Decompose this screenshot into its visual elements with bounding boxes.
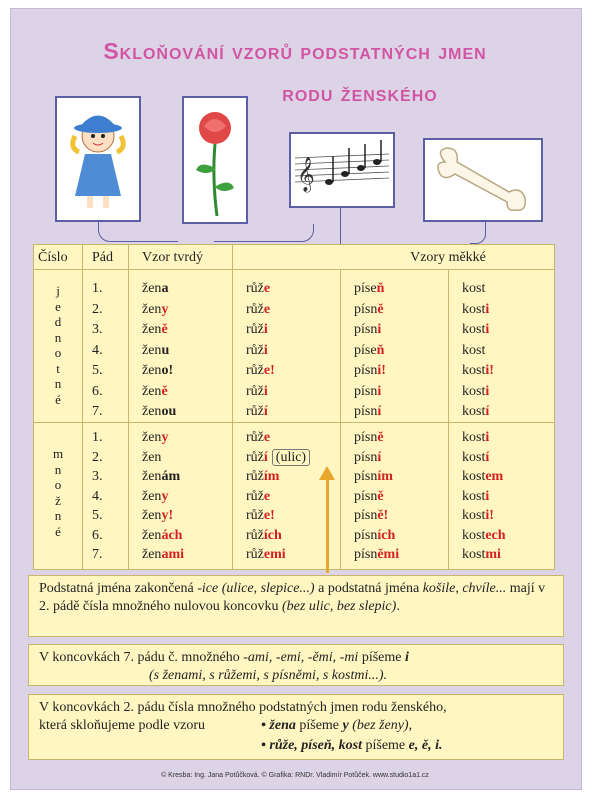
vertical-letter: ž (55, 492, 61, 508)
word-cell (462, 469, 503, 485)
word-ending: i (377, 322, 382, 337)
note-text: . (396, 599, 400, 614)
word-cell (354, 322, 381, 338)
pad-number: 7. (92, 547, 103, 562)
word-cell (354, 547, 399, 563)
pad-number: 5. (92, 508, 103, 523)
header-pad: Pád (92, 250, 113, 265)
word-ending: ami (161, 547, 184, 562)
pad-number: 6. (92, 383, 103, 399)
word-cell (354, 430, 384, 446)
word-stem: písn (354, 301, 378, 317)
word-ending: i (263, 322, 268, 337)
word-ending: i (485, 301, 490, 317)
note-text: píšeme (358, 650, 405, 665)
word-ending: ích (263, 527, 282, 543)
word-cell (142, 450, 161, 466)
word-stem: růž (246, 404, 264, 419)
word-stem: žen (142, 322, 162, 337)
word-cell (142, 547, 184, 563)
word-stem: žen (142, 449, 162, 465)
word-stem: kost (462, 301, 486, 317)
word-cell (354, 489, 384, 505)
vertical-letter: n (54, 376, 62, 391)
word-cell (462, 302, 489, 318)
word-ending: í (263, 404, 268, 419)
declension-table (33, 244, 555, 570)
word-ending: o! (161, 363, 174, 378)
note-text: mají v 2. pádě čísla množného nulovou koncovku (39, 581, 546, 614)
vertical-letter: m (52, 446, 64, 461)
word-cell (246, 281, 270, 297)
note-bold: • růže, píseň, kost (261, 738, 362, 753)
note-italic: (bez ulic, bez slepic) (282, 599, 397, 614)
vertical-letter: n (54, 461, 62, 477)
word-ending: e (263, 281, 271, 296)
note-italic: (s ženami, s růžemi, s písněmi, s kostmi...). (149, 668, 387, 683)
pad-number: 3. (92, 469, 103, 484)
word-ending: i! (377, 363, 386, 378)
word-stem: růž (246, 281, 264, 296)
word-cell (462, 489, 489, 505)
note-italic: (bez ženy), (348, 718, 413, 733)
word-ending: i (485, 430, 490, 445)
word-stem: žen (142, 469, 162, 484)
word-cell (246, 343, 268, 359)
connector-line (214, 224, 314, 242)
label-mnozne (34, 446, 82, 539)
word-cell (462, 343, 485, 359)
word-ending: ích (377, 527, 396, 543)
word-stem: žen (142, 527, 162, 543)
word-stem: kost (462, 383, 486, 399)
word-stem: kost (462, 449, 486, 465)
word-ending: e (263, 488, 271, 504)
note-italic: -ami, -emi, -ěmi, -mi (243, 650, 359, 665)
note-text: píšeme (295, 718, 343, 733)
rose-icon (182, 96, 248, 224)
word-stem: žen (142, 301, 162, 317)
word-stem: žen (142, 508, 162, 523)
word-ending: í (485, 449, 490, 465)
word-stem: kost (462, 363, 486, 378)
vertical-letter: o (54, 477, 62, 492)
word-stem: kost (462, 488, 486, 504)
note-text: píšeme (361, 738, 409, 753)
word-cell (354, 343, 384, 359)
word-ending: ě (377, 430, 384, 445)
label-jednotne (34, 283, 82, 407)
word-ending: u (161, 342, 170, 358)
word-ending: ě! (377, 508, 389, 523)
word-cell (246, 528, 282, 544)
word-ending: y (161, 430, 169, 445)
note-italic: -ice (ulice, slepice...) (197, 581, 315, 596)
word-ending: ám (161, 469, 181, 484)
word-ending: e (263, 430, 271, 445)
word-ending: mi (485, 547, 501, 562)
word-ending: i! (485, 508, 494, 523)
word-ending: y! (161, 508, 174, 523)
word-ending: i (485, 488, 490, 504)
word-cell (142, 489, 168, 505)
word-stem: žen (142, 342, 162, 358)
page-subtitle: rodu ženského (282, 80, 438, 106)
word-ending: í (377, 449, 382, 465)
word-stem: žen (142, 281, 162, 296)
word-stem: kost (462, 404, 486, 419)
vertical-letter: e (55, 298, 61, 314)
word-ending: ň (376, 281, 385, 296)
girl-icon (55, 96, 141, 222)
word-cell (142, 528, 182, 544)
word-cell (462, 363, 494, 379)
word-ending: ách (161, 527, 183, 543)
pad-number: 3. (92, 322, 103, 337)
word-ending: í (485, 404, 490, 419)
note-bold: y (342, 718, 349, 733)
word-ending: emi (263, 547, 286, 562)
vertical-letter: n (54, 508, 62, 523)
connector-line (340, 208, 342, 244)
word-cell (462, 384, 489, 400)
page-title: Skloňování vzorů podstatných jmen (103, 38, 487, 64)
word-cell (246, 489, 270, 505)
word-ending: ě (161, 322, 168, 337)
word-stem: písn (354, 322, 378, 337)
word-cell (462, 281, 485, 297)
vertical-letter: d (54, 314, 62, 329)
word-stem: žen (142, 363, 162, 378)
word-ending: e! (263, 508, 275, 523)
word-cell (462, 508, 494, 524)
header-tvrdy: Vzor tvrdý (142, 250, 204, 265)
word-stem: písn (354, 430, 378, 445)
pad-number: 7. (92, 404, 103, 419)
word-cell (354, 363, 386, 379)
word-cell (142, 508, 173, 524)
word-cell (142, 302, 168, 318)
pad-number: 4. (92, 342, 103, 358)
word-cell (354, 281, 384, 297)
word-cell (246, 384, 268, 400)
connector-line (98, 222, 178, 242)
header-mekke: Vzory měkké (410, 250, 486, 265)
word-ending: ou (161, 404, 177, 419)
ulic-note: (ulic) (272, 449, 310, 466)
word-stem: kost (462, 342, 486, 358)
word-stem: růž (246, 301, 264, 317)
word-stem: písn (354, 404, 378, 419)
pad-number: 4. (92, 488, 103, 504)
word-cell (142, 343, 169, 359)
word-ending: i (485, 322, 490, 337)
word-cell (246, 469, 279, 485)
word-ending: ím (377, 469, 393, 484)
word-ending: a (161, 281, 169, 296)
bone-icon (423, 138, 543, 222)
word-stem: žen (142, 547, 162, 562)
word-ending: i (263, 383, 268, 399)
word-cell (354, 528, 395, 544)
word-stem: žen (142, 404, 162, 419)
word-stem: kost (462, 281, 486, 296)
word-cell (462, 528, 506, 544)
word-stem: růž (246, 508, 264, 523)
word-ending: y (161, 301, 169, 317)
pad-number: 5. (92, 363, 103, 378)
word-cell (462, 547, 501, 563)
word-cell (142, 384, 168, 400)
word-stem: kost (462, 527, 486, 543)
word-cell (354, 384, 381, 400)
note-text: a podstatná jména (314, 581, 423, 596)
word-cell (246, 302, 270, 318)
word-ending: i! (485, 363, 494, 378)
music-notes-icon (289, 132, 395, 208)
word-ending: í (377, 404, 382, 419)
word-stem: žen (142, 430, 162, 445)
vertical-letter: n (54, 329, 62, 345)
svg-text:𝄞: 𝄞 (297, 158, 315, 191)
word-ending: ěmi (377, 547, 400, 562)
word-cell (462, 404, 489, 420)
word-stem: růž (246, 322, 264, 337)
word-stem: písn (354, 508, 378, 523)
word-stem: písn (354, 383, 378, 399)
word-stem: píse (354, 342, 377, 358)
word-stem: žen (142, 383, 162, 399)
word-cell (246, 508, 275, 524)
word-stem: kost (462, 430, 486, 445)
word-stem: růž (246, 547, 264, 562)
word-stem: písn (354, 547, 378, 562)
word-ending: em (485, 469, 504, 484)
note-text: která skloňujeme podle vzoru (39, 718, 206, 733)
word-stem: růž (246, 469, 264, 484)
word-stem: růž (246, 363, 264, 378)
word-ending: e (263, 301, 271, 317)
note-bold: i (404, 650, 409, 665)
word-cell (462, 430, 489, 446)
vertical-letter: t (56, 360, 60, 376)
word-cell (246, 547, 286, 563)
word-cell (354, 450, 381, 466)
word-cell (246, 404, 268, 420)
pad-number: 6. (92, 527, 103, 543)
word-stem: růž (246, 430, 264, 445)
word-stem: písn (354, 449, 378, 465)
note-text: Podstatná jména zakončená (39, 581, 198, 596)
word-ending: ň (376, 342, 385, 358)
vertical-letter: o (54, 345, 62, 360)
word-cell (142, 281, 168, 297)
vertical-letter: é (55, 391, 61, 407)
word-stem: kost (462, 547, 486, 562)
note-italic: košile, chvíle... (422, 581, 507, 596)
vertical-letter: é (55, 523, 61, 539)
word-stem: růž (246, 488, 264, 504)
note-bold: e, ě, i. (408, 738, 443, 753)
word-stem: písn (354, 488, 378, 504)
word-cell (354, 508, 388, 524)
word-ending: í (263, 449, 268, 465)
word-cell (462, 450, 489, 466)
word-ending: i (263, 342, 268, 358)
word-cell (246, 430, 270, 446)
pad-number: 2. (92, 449, 103, 465)
word-stem: písn (354, 363, 378, 378)
word-cell (246, 450, 310, 466)
arrow-line (326, 478, 329, 573)
word-ending: e! (263, 363, 275, 378)
word-ending: i (377, 383, 382, 399)
pad-number: 2. (92, 301, 103, 317)
word-ending: i (485, 383, 490, 399)
word-stem: růž (246, 342, 264, 358)
note-box-3 (28, 694, 564, 760)
word-stem: píse (354, 281, 377, 296)
word-cell (142, 404, 176, 420)
word-stem: písn (354, 469, 378, 484)
word-cell (246, 322, 268, 338)
word-ending: ím (263, 469, 280, 484)
word-ending: ě (377, 301, 384, 317)
word-cell (354, 469, 393, 485)
word-stem: kost (462, 469, 486, 484)
word-cell (142, 322, 168, 338)
note-text: V koncovkách 7. pádu č. množného (39, 650, 244, 665)
word-cell (142, 430, 168, 446)
note-box-1 (28, 575, 564, 637)
word-stem: žen (142, 488, 162, 504)
word-ending: y (161, 488, 169, 504)
arrow-up-icon (319, 466, 335, 480)
word-ending: ech (485, 527, 506, 543)
word-stem: kost (462, 508, 486, 523)
vertical-letter: j (56, 283, 60, 298)
word-cell (354, 302, 384, 318)
pad-number: 1. (92, 430, 103, 445)
pad-number: 1. (92, 281, 103, 296)
word-stem: růž (246, 527, 264, 543)
note-text: V koncovkách 2. pádu čísla množného podstatných jmen rodu ženského, (39, 700, 447, 715)
word-stem: písn (354, 527, 378, 543)
word-cell (142, 469, 180, 485)
word-cell (246, 363, 275, 379)
header-cislo: Číslo (38, 250, 68, 265)
word-stem: kost (462, 322, 486, 337)
word-ending: ě (377, 488, 384, 504)
word-cell (354, 404, 381, 420)
word-ending: ě (161, 383, 168, 399)
word-stem: růž (246, 383, 264, 399)
word-stem: růž (246, 449, 264, 465)
note-box-2 (28, 644, 564, 686)
word-cell (462, 322, 489, 338)
note-bold: • žena (261, 718, 296, 733)
word-cell (142, 363, 173, 379)
credit-line: © Kresba: Ing. Jana Potůčková. © Grafika: RNDr. Vladimír Potůček. www.studio1a1.cz (161, 772, 429, 779)
